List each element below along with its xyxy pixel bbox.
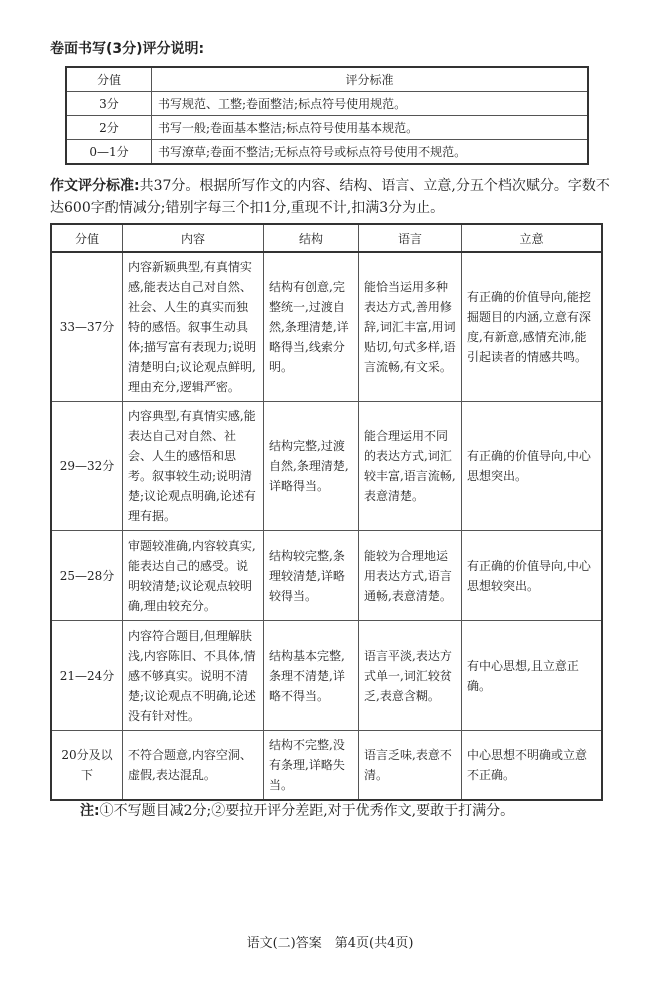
score-cell: 20分及以下 xyxy=(51,731,123,801)
content-cell: 内容新颖典型,有真情实感,能表达自己对自然、社会、人生的真实而独特的感悟。叙事生动具体;描写富有表现力;说明清楚明白;议论观点鲜明,理由充分,逻辑严密。 xyxy=(123,252,264,402)
header-score: 分值 xyxy=(66,67,152,92)
note-text: ①不写题目减2分;②要拉开评分差距,对于优秀作文,要敢于打满分。 xyxy=(99,803,515,819)
handwriting-score-table xyxy=(65,66,589,165)
header-theme: 立意 xyxy=(462,224,603,252)
table-row xyxy=(66,140,588,165)
score-cell: 25—28分 xyxy=(51,531,123,621)
theme-cell: 有正确的价值导向,中心思想较突出。 xyxy=(462,531,603,621)
content-cell: 不符合题意,内容空洞、虚假,表达混乱。 xyxy=(123,731,264,801)
table-row xyxy=(51,402,602,531)
content-cell: 审题较准确,内容较真实,能表达自己的感受。说明较清楚;议论观点较明确,理由较充分。 xyxy=(123,531,264,621)
content-cell: 内容典型,有真情实感,能表达自己对自然、社会、人生的感悟和思考。叙事较生动;说明清楚;议论观点明确,论述有理有据。 xyxy=(123,402,264,531)
table-row xyxy=(51,252,602,402)
essay-score-table xyxy=(50,223,603,801)
theme-cell: 有正确的价值导向,中心思想突出。 xyxy=(462,402,603,531)
theme-cell: 有中心思想,且立意正确。 xyxy=(462,621,603,731)
note-label: 注: xyxy=(80,803,100,819)
criteria-cell: 书写一般;卷面基本整洁;标点符号使用基本规范。 xyxy=(152,116,589,140)
header-structure: 结构 xyxy=(264,224,359,252)
table-row xyxy=(51,731,602,801)
essay-criteria-label: 作文评分标准: xyxy=(50,178,140,194)
language-cell: 语言平淡,表达方式单一,词汇较贫乏,表意含糊。 xyxy=(359,621,462,731)
score-cell: 21—24分 xyxy=(51,621,123,731)
structure-cell: 结构较完整,条理较清楚,详略较得当。 xyxy=(264,531,359,621)
language-cell: 语言乏味,表意不清。 xyxy=(359,731,462,801)
table-row xyxy=(66,116,588,140)
language-cell: 能合理运用不同的表达方式,词汇较丰富,语言流畅,表意清楚。 xyxy=(359,402,462,531)
essay-criteria-paragraph xyxy=(50,175,620,219)
structure-cell: 结构有创意,完整统一,过渡自然,条理清楚,详略得当,线索分明。 xyxy=(264,252,359,402)
section1-title: 卷面书写(3分)评分说明: xyxy=(50,41,205,57)
score-cell: 0—1分 xyxy=(66,140,152,165)
note xyxy=(80,800,514,820)
header-language: 语言 xyxy=(359,224,462,252)
structure-cell: 结构基本完整,条理不清楚,详略不得当。 xyxy=(264,621,359,731)
essay-criteria-text: 共37分。根据所写作文的内容、结构、语言、立意,分五个档次赋分。字数不达600字酌情减分;错别字每三个扣1分,重现不计,扣满3分为止。 xyxy=(50,178,610,216)
criteria-cell: 书写规范、工整;卷面整洁;标点符号使用规范。 xyxy=(152,92,589,116)
score-cell: 2分 xyxy=(66,116,152,140)
table-row xyxy=(66,92,588,116)
score-cell: 3分 xyxy=(66,92,152,116)
table-row xyxy=(51,531,602,621)
score-cell: 29—32分 xyxy=(51,402,123,531)
criteria-cell: 书写潦草;卷面不整洁;无标点符号或标点符号使用不规范。 xyxy=(152,140,589,165)
language-cell: 能较为合理地运用表达方式,语言通畅,表意清楚。 xyxy=(359,531,462,621)
structure-cell: 结构完整,过渡自然,条理清楚,详略得当。 xyxy=(264,402,359,531)
structure-cell: 结构不完整,没有条理,详略失当。 xyxy=(264,731,359,801)
page-footer: 语文(二)答案 第4页(共4页) xyxy=(246,936,414,951)
theme-cell: 中心思想不明确或立意不正确。 xyxy=(462,731,603,801)
content-cell: 内容符合题目,但理解肤浅,内容陈旧、不具体,情感不够真实。说明不清楚;议论观点不明确,论述没有针对性。 xyxy=(123,621,264,731)
header-content: 内容 xyxy=(123,224,264,252)
table-row xyxy=(51,621,602,731)
header-criteria: 评分标准 xyxy=(152,67,589,92)
language-cell: 能恰当运用多种表达方式,善用修辞,词汇丰富,用词贴切,句式多样,语言流畅,有文采。 xyxy=(359,252,462,402)
header-score: 分值 xyxy=(51,224,123,252)
theme-cell: 有正确的价值导向,能挖掘题目的内涵,立意有深度,有新意,感情充沛,能引起读者的情感共鸣。 xyxy=(462,252,603,402)
score-cell: 33—37分 xyxy=(51,252,123,402)
